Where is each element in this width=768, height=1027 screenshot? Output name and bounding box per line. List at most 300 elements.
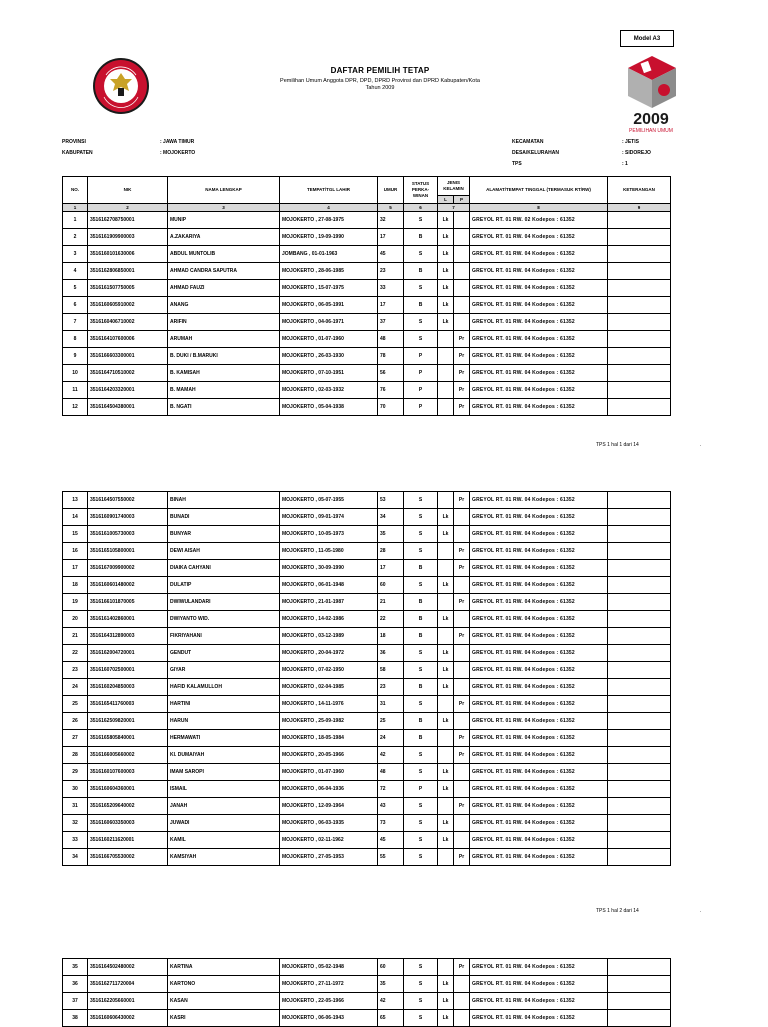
- row-ttl: MOJOKERTO , 21-01-1987: [280, 594, 378, 611]
- row-ttl: MOJOKERTO , 06-06-1943: [280, 1010, 378, 1027]
- row-no: 2: [63, 229, 88, 246]
- row-nama: DWIWULANDARI: [168, 594, 280, 611]
- column-number: 9: [608, 204, 671, 212]
- row-alamat: GREYOL RT. 01 RW. 04 Kodepos : 61352: [470, 679, 608, 696]
- row-keterangan: [608, 993, 671, 1010]
- row-ttl: MOJOKERTO , 05-02-1948: [280, 959, 378, 976]
- row-alamat: GREYOL RT. 01 RW. 04 Kodepos : 61352: [470, 798, 608, 815]
- row-p: Pr: [454, 382, 470, 399]
- row-l: Lk: [438, 662, 454, 679]
- row-ttl: MOJOKERTO , 02-11-1962: [280, 832, 378, 849]
- row-keterangan: [608, 976, 671, 993]
- row-status: S: [404, 331, 438, 348]
- col-status: STATUS PERKA-WINAN: [404, 177, 438, 204]
- row-nik: 3516162711720004: [88, 976, 168, 993]
- row-status: B: [404, 263, 438, 280]
- row-nama: ARUMAH: [168, 331, 280, 348]
- row-status: S: [404, 645, 438, 662]
- row-no: 18: [63, 577, 88, 594]
- row-alamat: GREYOL RT. 01 RW. 04 Kodepos : 61352: [470, 976, 608, 993]
- row-l: [438, 730, 454, 747]
- row-nik: 3516165805840001: [88, 730, 168, 747]
- table-row: [63, 577, 671, 594]
- row-no: 9: [63, 348, 88, 365]
- row-ttl: MOJOKERTO , 06-04-1936: [280, 781, 378, 798]
- row-l: Lk: [438, 611, 454, 628]
- table-row: [63, 798, 671, 815]
- row-nama: GENDUT: [168, 645, 280, 662]
- row-nik: 3516160107600003: [88, 764, 168, 781]
- row-ttl: MOJOKERTO , 27-11-1972: [280, 976, 378, 993]
- table-row: [63, 331, 671, 348]
- row-l: [438, 959, 454, 976]
- row-umur: 22: [378, 611, 404, 628]
- row-umur: 24: [378, 730, 404, 747]
- col-alamat: ALAMAT/TEMPAT TINGGAL (TERMASUK RT/RW): [470, 177, 608, 204]
- row-no: 24: [63, 679, 88, 696]
- row-nik: 3516160406710002: [88, 314, 168, 331]
- row-l: [438, 849, 454, 866]
- table-row: [63, 382, 671, 399]
- row-umur: 25: [378, 713, 404, 730]
- column-number: 6: [404, 204, 438, 212]
- row-keterangan: [608, 798, 671, 815]
- row-nik: 3516162708750001: [88, 212, 168, 229]
- row-p: Pr: [454, 730, 470, 747]
- table-row: [63, 297, 671, 314]
- row-ttl: MOJOKERTO , 05-07-1955: [280, 492, 378, 509]
- row-keterangan: [608, 543, 671, 560]
- row-nama: KI. DUMAIYAH: [168, 747, 280, 764]
- row-l: Lk: [438, 645, 454, 662]
- row-status: B: [404, 297, 438, 314]
- row-p: [454, 781, 470, 798]
- row-nik: 3516166705530002: [88, 849, 168, 866]
- row-umur: 72: [378, 781, 404, 798]
- row-p: [454, 246, 470, 263]
- page-subtitle: Pemilihan Umum Anggota DPR, DPD, DPRD Provinsi dan DPRD Kabupaten/Kota: [280, 78, 480, 84]
- row-l: [438, 365, 454, 382]
- row-l: [438, 747, 454, 764]
- row-ttl: MOJOKERTO , 18-05-1984: [280, 730, 378, 747]
- row-nama: HERMAWATI: [168, 730, 280, 747]
- row-nama: GIYAR: [168, 662, 280, 679]
- row-keterangan: [608, 713, 671, 730]
- row-status: S: [404, 526, 438, 543]
- row-ttl: MOJOKERTO , 03-12-1989: [280, 628, 378, 645]
- model-label: Model A3: [620, 30, 674, 47]
- table-row: [63, 696, 671, 713]
- row-ttl: MOJOKERTO , 04-06-1971: [280, 314, 378, 331]
- row-l: Lk: [438, 212, 454, 229]
- row-no: 6: [63, 297, 88, 314]
- row-ttl: MOJOKERTO , 25-09-1982: [280, 713, 378, 730]
- row-keterangan: [608, 662, 671, 679]
- row-p: [454, 314, 470, 331]
- table-row: [63, 314, 671, 331]
- row-l: Lk: [438, 246, 454, 263]
- column-number: 7: [438, 204, 470, 212]
- voter-table-page-1: [62, 176, 671, 416]
- row-l: Lk: [438, 526, 454, 543]
- row-p: Pr: [454, 747, 470, 764]
- row-l: Lk: [438, 832, 454, 849]
- row-umur: 60: [378, 959, 404, 976]
- page-footer: TPS 1 hal 2 dari 14: [596, 908, 639, 914]
- row-p: [454, 280, 470, 297]
- row-nama: A.ZAKARIYA: [168, 229, 280, 246]
- row-keterangan: [608, 365, 671, 382]
- row-umur: 33: [378, 280, 404, 297]
- row-ttl: MOJOKERTO , 22-05-1966: [280, 993, 378, 1010]
- row-no: 30: [63, 781, 88, 798]
- title-block: [230, 66, 530, 91]
- row-umur: 70: [378, 399, 404, 416]
- row-p: [454, 509, 470, 526]
- row-nama: KASAN: [168, 993, 280, 1010]
- row-l: Lk: [438, 280, 454, 297]
- row-umur: 42: [378, 747, 404, 764]
- row-no: 21: [63, 628, 88, 645]
- col-ttl: TEMPAT/TGL LAHIR: [280, 177, 378, 204]
- row-umur: 36: [378, 645, 404, 662]
- row-p: [454, 832, 470, 849]
- row-nama: KARTONO: [168, 976, 280, 993]
- row-keterangan: [608, 280, 671, 297]
- row-l: Lk: [438, 993, 454, 1010]
- row-ttl: MOJOKERTO , 09-01-1974: [280, 509, 378, 526]
- row-alamat: GREYOL RT. 01 RW. 04 Kodepos : 61352: [470, 543, 608, 560]
- table-row: [63, 849, 671, 866]
- row-nama: FIKRIYAHANI: [168, 628, 280, 645]
- row-alamat: GREYOL RT. 01 RW. 04 Kodepos : 61352: [470, 611, 608, 628]
- row-nik: 3516161507750005: [88, 280, 168, 297]
- row-keterangan: [608, 696, 671, 713]
- row-umur: 42: [378, 993, 404, 1010]
- row-no: 4: [63, 263, 88, 280]
- table-row: [63, 815, 671, 832]
- row-p: [454, 212, 470, 229]
- row-status: P: [404, 399, 438, 416]
- row-nama: HARTINI: [168, 696, 280, 713]
- row-keterangan: [608, 628, 671, 645]
- logo-caption: PEMILIHAN UMUM: [629, 128, 673, 134]
- row-umur: 65: [378, 1010, 404, 1027]
- row-nama: KARTINA: [168, 959, 280, 976]
- row-no: 35: [63, 959, 88, 976]
- row-nama: B. KAMISAH: [168, 365, 280, 382]
- row-status: P: [404, 781, 438, 798]
- row-nama: ARIFIN: [168, 314, 280, 331]
- column-number: 5: [378, 204, 404, 212]
- row-nik: 3516164710510002: [88, 365, 168, 382]
- row-nik: 3516167009900002: [88, 560, 168, 577]
- row-nik: 3516165411760003: [88, 696, 168, 713]
- row-alamat: GREYOL RT. 01 RW. 04 Kodepos : 61352: [470, 959, 608, 976]
- row-nama: DULATIP: [168, 577, 280, 594]
- row-l: [438, 331, 454, 348]
- row-nik: 3516164312890003: [88, 628, 168, 645]
- row-no: 32: [63, 815, 88, 832]
- row-umur: 45: [378, 832, 404, 849]
- row-alamat: GREYOL RT. 01 RW. 04 Kodepos : 61352: [470, 246, 608, 263]
- row-no: 14: [63, 509, 88, 526]
- column-number: 3: [168, 204, 280, 212]
- row-nik: 3516160901740003: [88, 509, 168, 526]
- row-nama: JUWADI: [168, 815, 280, 832]
- row-nik: 3516164107600006: [88, 331, 168, 348]
- row-alamat: GREYOL RT. 01 RW. 04 Kodepos : 61352: [470, 645, 608, 662]
- row-nik: 3516161005730003: [88, 526, 168, 543]
- row-no: 26: [63, 713, 88, 730]
- row-p: [454, 993, 470, 1010]
- row-status: S: [404, 577, 438, 594]
- row-alamat: GREYOL RT. 01 RW. 04 Kodepos : 61352: [470, 348, 608, 365]
- row-umur: 17: [378, 560, 404, 577]
- row-keterangan: [608, 399, 671, 416]
- row-alamat: GREYOL RT. 01 RW. 04 Kodepos : 61352: [470, 993, 608, 1010]
- row-nik: 3516160604360001: [88, 781, 168, 798]
- column-number: 1: [63, 204, 88, 212]
- row-umur: 34: [378, 509, 404, 526]
- row-alamat: GREYOL RT. 01 RW. 04 Kodepos : 61352: [470, 560, 608, 577]
- table-row: [63, 832, 671, 849]
- row-nama: DEWI AISAH: [168, 543, 280, 560]
- row-no: 8: [63, 331, 88, 348]
- row-nama: B. DUKI / B.MARUKI: [168, 348, 280, 365]
- row-p: Pr: [454, 365, 470, 382]
- row-alamat: GREYOL RT. 01 RW. 04 Kodepos : 61352: [470, 382, 608, 399]
- row-status: S: [404, 959, 438, 976]
- logo-year: 2009: [633, 111, 669, 128]
- table-row: [63, 229, 671, 246]
- table-row: [63, 492, 671, 509]
- row-keterangan: [608, 959, 671, 976]
- row-status: S: [404, 509, 438, 526]
- row-p: Pr: [454, 594, 470, 611]
- table-row: [63, 509, 671, 526]
- page-footer: TPS 1 hal 1 dari 14: [596, 442, 639, 448]
- row-ttl: MOJOKERTO , 02-03-1932: [280, 382, 378, 399]
- voter-table-page-2: [62, 491, 671, 866]
- column-number: 4: [280, 204, 378, 212]
- table-row: [63, 747, 671, 764]
- row-status: B: [404, 679, 438, 696]
- row-l: Lk: [438, 297, 454, 314]
- row-l: [438, 560, 454, 577]
- row-ttl: MOJOKERTO , 05-04-1938: [280, 399, 378, 416]
- table-row: [63, 645, 671, 662]
- row-ttl: MOJOKERTO , 20-05-1966: [280, 747, 378, 764]
- row-nama: AHMAD FAUZI: [168, 280, 280, 297]
- row-keterangan: [608, 212, 671, 229]
- row-nik: 3516160702500001: [88, 662, 168, 679]
- row-keterangan: [608, 747, 671, 764]
- row-umur: 18: [378, 628, 404, 645]
- row-alamat: GREYOL RT. 01 RW. 04 Kodepos : 61352: [470, 365, 608, 382]
- table-row: [63, 764, 671, 781]
- meta-left: PROVINSI : JAWA TIMUR KABUPATEN : MOJOKERTO: [62, 139, 196, 156]
- col-jenis-kelamin: JENIS KELAMIN: [438, 177, 470, 196]
- row-alamat: GREYOL RT. 01 RW. 04 Kodepos : 61352: [470, 696, 608, 713]
- row-umur: 78: [378, 348, 404, 365]
- row-l: Lk: [438, 781, 454, 798]
- row-status: S: [404, 543, 438, 560]
- row-keterangan: [608, 229, 671, 246]
- table-row: [63, 526, 671, 543]
- row-nik: 3516161909900003: [88, 229, 168, 246]
- row-keterangan: [608, 730, 671, 747]
- row-ttl: MOJOKERTO , 07-02-1950: [280, 662, 378, 679]
- row-umur: 31: [378, 696, 404, 713]
- row-nik: 3516160601480002: [88, 577, 168, 594]
- row-nama: B. NGATI: [168, 399, 280, 416]
- row-p: [454, 713, 470, 730]
- row-nik: 3516160204850003: [88, 679, 168, 696]
- row-umur: 35: [378, 976, 404, 993]
- row-l: [438, 543, 454, 560]
- row-nama: ANANG: [168, 297, 280, 314]
- row-l: Lk: [438, 679, 454, 696]
- row-umur: 37: [378, 314, 404, 331]
- row-ttl: MOJOKERTO , 26-03-1930: [280, 348, 378, 365]
- row-keterangan: [608, 246, 671, 263]
- row-p: Pr: [454, 849, 470, 866]
- row-status: B: [404, 229, 438, 246]
- row-status: S: [404, 492, 438, 509]
- row-keterangan: [608, 815, 671, 832]
- row-alamat: GREYOL RT. 01 RW. 04 Kodepos : 61352: [470, 526, 608, 543]
- row-nik: 3516165209640002: [88, 798, 168, 815]
- row-keterangan: [608, 560, 671, 577]
- row-nama: JANAH: [168, 798, 280, 815]
- row-nama: KAMSIYAH: [168, 849, 280, 866]
- row-no: 25: [63, 696, 88, 713]
- row-umur: 53: [378, 492, 404, 509]
- row-keterangan: [608, 263, 671, 280]
- row-ttl: MOJOKERTO , 14-11-1976: [280, 696, 378, 713]
- row-alamat: GREYOL RT. 01 RW. 04 Kodepos : 61352: [470, 730, 608, 747]
- row-no: 13: [63, 492, 88, 509]
- row-no: 19: [63, 594, 88, 611]
- row-umur: 56: [378, 365, 404, 382]
- row-status: S: [404, 798, 438, 815]
- row-alamat: GREYOL RT. 01 RW. 04 Kodepos : 61352: [470, 331, 608, 348]
- table-row: [63, 212, 671, 229]
- row-nama: HAFID KALAMULLOH: [168, 679, 280, 696]
- row-nik: 3516166603300001: [88, 348, 168, 365]
- row-p: [454, 229, 470, 246]
- row-nik: 3516164504380001: [88, 399, 168, 416]
- row-nik: 3516166005660002: [88, 747, 168, 764]
- row-no: 10: [63, 365, 88, 382]
- row-keterangan: [608, 781, 671, 798]
- row-keterangan: [608, 849, 671, 866]
- row-nama: B. MAMAH: [168, 382, 280, 399]
- voter-table-page-3: [62, 958, 671, 1027]
- row-no: 31: [63, 798, 88, 815]
- row-nik: 3516166101870005: [88, 594, 168, 611]
- row-l: [438, 628, 454, 645]
- row-keterangan: [608, 526, 671, 543]
- row-nama: MUNIP: [168, 212, 280, 229]
- row-status: S: [404, 1010, 438, 1027]
- row-no: 37: [63, 993, 88, 1010]
- table-row: [63, 560, 671, 577]
- table-row: [63, 959, 671, 976]
- row-l: Lk: [438, 263, 454, 280]
- row-nik: 3516160603350003: [88, 815, 168, 832]
- row-no: 20: [63, 611, 88, 628]
- row-ttl: MOJOKERTO , 14-02-1986: [280, 611, 378, 628]
- row-umur: 28: [378, 543, 404, 560]
- row-umur: 23: [378, 263, 404, 280]
- row-ttl: MOJOKERTO , 20-04-1972: [280, 645, 378, 662]
- row-no: 36: [63, 976, 88, 993]
- col-p: P: [454, 196, 470, 204]
- row-p: Pr: [454, 543, 470, 560]
- row-keterangan: [608, 348, 671, 365]
- table-row: [63, 713, 671, 730]
- table-row: [63, 993, 671, 1010]
- row-nik: 3516160211620001: [88, 832, 168, 849]
- row-nik: 3516162205660001: [88, 993, 168, 1010]
- row-alamat: GREYOL RT. 01 RW. 04 Kodepos : 61352: [470, 662, 608, 679]
- row-p: [454, 662, 470, 679]
- row-p: Pr: [454, 399, 470, 416]
- row-nama: KASRI: [168, 1010, 280, 1027]
- row-nik: 3516162509820001: [88, 713, 168, 730]
- row-no: 12: [63, 399, 88, 416]
- table-row: [63, 399, 671, 416]
- row-alamat: GREYOL RT. 01 RW. 04 Kodepos : 61352: [470, 577, 608, 594]
- row-no: 34: [63, 849, 88, 866]
- row-ttl: MOJOKERTO , 27-05-1953: [280, 849, 378, 866]
- row-ttl: MOJOKERTO , 02-04-1985: [280, 679, 378, 696]
- row-alamat: GREYOL RT. 01 RW. 04 Kodepos : 61352: [470, 1010, 608, 1027]
- row-nik: 3516165105800001: [88, 543, 168, 560]
- row-no: 33: [63, 832, 88, 849]
- page-year: Tahun 2009: [365, 85, 395, 91]
- row-no: 23: [63, 662, 88, 679]
- row-no: 27: [63, 730, 88, 747]
- table-row: [63, 280, 671, 297]
- row-no: 29: [63, 764, 88, 781]
- row-p: [454, 297, 470, 314]
- col-l: L: [438, 196, 454, 204]
- table-row: [63, 246, 671, 263]
- row-l: [438, 696, 454, 713]
- row-p: Pr: [454, 628, 470, 645]
- row-umur: 32: [378, 212, 404, 229]
- page-marker: .: [700, 908, 702, 914]
- row-keterangan: [608, 331, 671, 348]
- row-nama: BUNADI: [168, 509, 280, 526]
- row-ttl: MOJOKERTO , 01-07-1960: [280, 331, 378, 348]
- table-row: [63, 543, 671, 560]
- row-status: S: [404, 696, 438, 713]
- row-status: S: [404, 764, 438, 781]
- row-l: Lk: [438, 577, 454, 594]
- row-alamat: GREYOL RT. 01 RW. 02 Kodepos : 61352: [470, 212, 608, 229]
- col-nama: NAMA LENGKAP: [168, 177, 280, 204]
- row-l: Lk: [438, 764, 454, 781]
- row-l: [438, 594, 454, 611]
- col-umur: UMUR: [378, 177, 404, 204]
- row-keterangan: [608, 382, 671, 399]
- row-no: 1: [63, 212, 88, 229]
- row-l: [438, 348, 454, 365]
